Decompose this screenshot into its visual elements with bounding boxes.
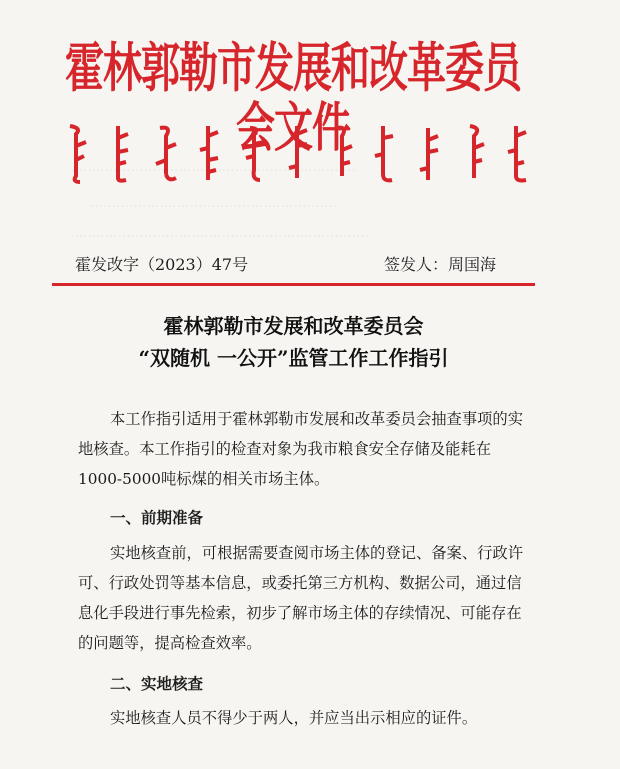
mongolian-glyph (282, 124, 312, 184)
paragraph-preparation: 实地核查前，可根据需要查阅市场主体的登记、备案、行政许可、行政处罚等基本信息，或委托第三方机构、数据公司，通过信息化手段进行事先检索，初步了解市场主体的存续情况、可能存在的问题等，提高检查效率。 (78, 544, 524, 652)
mongolian-glyph (502, 124, 532, 184)
mongolian-glyph (326, 124, 356, 184)
paragraph-inspection: 实地核查人员不得少于两人，并应当出示相应的证件。 (110, 709, 478, 727)
mongolian-glyph (194, 124, 224, 184)
section-heading-inspection: 二、实地核查 (110, 675, 204, 693)
bleed-through-text: ………………………………………………… (90, 196, 337, 211)
mongolian-glyph (150, 124, 180, 184)
section-heading-preparation: 一、前期准备 (110, 509, 204, 527)
signer-label: 签发人：周国海 (384, 255, 497, 274)
document-title-line1: 霍林郭勒市发展和改革委员会 (163, 314, 424, 338)
bleed-through-text: …………………………………………………………… (70, 226, 369, 241)
masthead-title: 霍林郭勒市发展和改革委员会文件 (64, 38, 521, 159)
bleed-through-text: ………………………………………………………… (70, 160, 356, 175)
document-title-line2: “双随机 一公开”监管工作工作指引 (138, 346, 449, 370)
paragraph-intro: 本工作指引适用于霍林郭勒市发展和改革委员会抽查事项的实地核查。本工作指引的检查对象为我市粮食安全存储及能耗在1000-5000吨标煤的相关市场主体。 (78, 410, 524, 488)
mongolian-glyph (370, 124, 400, 184)
mongolian-glyph (106, 124, 136, 184)
red-divider-line (52, 283, 535, 286)
mongolian-glyph (62, 124, 92, 184)
mongolian-glyph (238, 124, 268, 184)
mongolian-script-row (62, 124, 532, 184)
mongolian-glyph (458, 124, 488, 184)
mongolian-glyph (414, 124, 444, 184)
document-number: 霍发改字（2023）47号 (75, 255, 249, 274)
